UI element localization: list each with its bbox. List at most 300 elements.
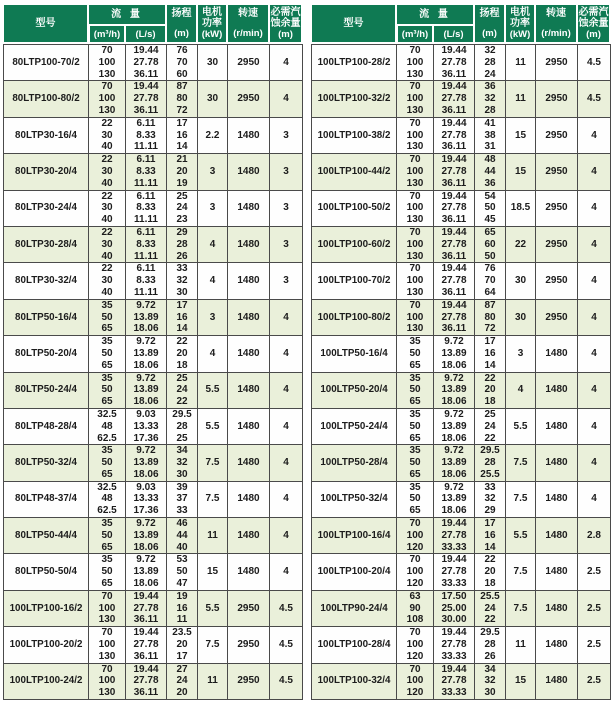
head-cell: 17: [475, 335, 506, 348]
flow-ls-cell: 8.33: [126, 275, 167, 287]
model-cell: 80LTP50-24/4: [3, 372, 89, 408]
npsh-cell: 4: [270, 517, 303, 553]
model-cell: 80LTP48-37/4: [3, 481, 89, 517]
head-cell: 24: [167, 384, 198, 396]
head-cell: 39: [167, 481, 198, 494]
pump-spec-table-left: [3, 4, 303, 700]
speed-cell: 1480: [228, 262, 270, 298]
speed-cell: 2950: [536, 190, 578, 226]
power-cell: 15: [506, 153, 536, 189]
speed-cell: 2950: [536, 226, 578, 262]
flow-ls-cell: 19.44: [434, 663, 475, 676]
head-cell: 14: [167, 141, 198, 153]
table-row: [311, 335, 611, 348]
flow-ls-cell: 19.44: [434, 80, 475, 93]
pump-spec-table-right: [311, 4, 611, 700]
flow-m3h-cell: 100: [397, 675, 434, 687]
head-cell: 18: [475, 578, 506, 590]
head-cell: 46: [167, 517, 198, 530]
speed-cell: 1480: [228, 553, 270, 589]
head-cell: 33: [167, 505, 198, 517]
model-cell: 100LTP100-20/2: [3, 626, 89, 662]
flow-m3h-cell: 100: [89, 57, 126, 69]
flow-m3h-cell: 100: [397, 130, 434, 142]
head-cell: 25.5: [475, 469, 506, 481]
flow-ls-cell: 18.06: [434, 360, 475, 372]
npsh-cell: 2.8: [578, 517, 611, 553]
power-label-1: 电机: [510, 7, 530, 18]
power-cell: 5.5: [506, 517, 536, 553]
speed-cell: 1480: [536, 590, 578, 626]
flow-m3h-cell: 32.5: [89, 481, 126, 494]
flow-m3h-cell: 30: [89, 239, 126, 251]
head-cell: 24: [475, 421, 506, 433]
flow-ls-cell: 8.33: [126, 166, 167, 178]
power-cell: 7.5: [506, 590, 536, 626]
flow-ls-cell: 33.33: [434, 687, 475, 699]
flow-ls-cell: 19.44: [434, 226, 475, 239]
flow-m3h-cell: 65: [89, 360, 126, 372]
table-row: [3, 226, 303, 239]
table-row: [3, 117, 303, 130]
npsh-cell: 4.5: [578, 44, 611, 80]
flow-m3h-cell: 50: [89, 530, 126, 542]
flow-ls-cell: 18.06: [434, 505, 475, 517]
npsh-unit: (m): [586, 29, 601, 40]
model-cell: 100LTP100-16/2: [3, 590, 89, 626]
npsh-cell: 2.5: [578, 626, 611, 662]
flow-ls-cell: 19.44: [126, 626, 167, 639]
npsh-cell: 4: [578, 444, 611, 480]
npsh-cell: 4: [578, 190, 611, 226]
flow-ls-cell: 19.44: [434, 153, 475, 166]
power-cell: 30: [506, 262, 536, 298]
col-header-model: 型号: [311, 4, 397, 44]
flow-m3h-cell: 40: [89, 141, 126, 153]
flow-ls-cell: 17.36: [126, 505, 167, 517]
model-cell: 100LTP100-60/2: [311, 226, 397, 262]
head-cell: 50: [475, 202, 506, 214]
model-cell: 100LTP100-20/4: [311, 553, 397, 589]
power-cell: 2.2: [198, 117, 228, 153]
flow-m3h-cell: 100: [397, 93, 434, 105]
flow-unit-ls: (L/s): [434, 26, 475, 44]
flow-ls-cell: 18.06: [126, 360, 167, 372]
flow-m3h-cell: 50: [397, 493, 434, 505]
flow-ls-cell: 13.33: [126, 421, 167, 433]
head-cell: 44: [475, 166, 506, 178]
power-cell: 3: [198, 190, 228, 226]
flow-ls-cell: 27.78: [434, 93, 475, 105]
flow-ls-cell: 18.06: [434, 396, 475, 408]
table-row: [311, 553, 611, 566]
npsh-cell: 4.5: [270, 626, 303, 662]
speed-cell: 2950: [536, 262, 578, 298]
flow-m3h-cell: 100: [397, 530, 434, 542]
flow-ls-cell: 36.11: [126, 687, 167, 699]
model-cell: 100LTP50-28/4: [311, 444, 397, 480]
flow-m3h-cell: 50: [89, 312, 126, 324]
speed-cell: 1480: [536, 408, 578, 444]
power-cell: 18.5: [506, 190, 536, 226]
head-cell: 32: [475, 93, 506, 105]
flow-m3h-cell: 70: [397, 190, 434, 203]
flow-m3h-cell: 130: [89, 614, 126, 626]
head-cell: 26: [475, 651, 506, 663]
power-cell: 3: [506, 335, 536, 371]
flow-m3h-cell: 50: [397, 348, 434, 360]
flow-m3h-cell: 70: [397, 80, 434, 93]
head-cell: 29.5: [167, 408, 198, 421]
table-row: [311, 626, 611, 639]
flow-ls-cell: 8.33: [126, 130, 167, 142]
flow-m3h-cell: 50: [397, 421, 434, 433]
power-cell: 7.5: [198, 626, 228, 662]
flow-m3h-cell: 30: [89, 130, 126, 142]
power-cell: 5.5: [506, 408, 536, 444]
head-cell: 40: [167, 542, 198, 554]
power-cell: 11: [198, 663, 228, 699]
power-unit: (kW): [201, 29, 223, 40]
npsh-cell: 3: [270, 153, 303, 189]
head-cell: 24: [475, 603, 506, 615]
flow-m3h-cell: 100: [397, 639, 434, 651]
flow-m3h-cell: 90: [397, 603, 434, 615]
flow-ls-cell: 13.89: [126, 348, 167, 360]
flow-m3h-cell: 130: [397, 141, 434, 153]
flow-ls-cell: 13.89: [434, 348, 475, 360]
head-cell: 60: [167, 69, 198, 81]
head-cell: 23: [167, 214, 198, 226]
speed-cell: 1480: [228, 408, 270, 444]
flow-ls-cell: 18.06: [126, 469, 167, 481]
flow-ls-cell: 19.44: [126, 663, 167, 676]
head-cell: 28: [475, 639, 506, 651]
table-row: [311, 226, 611, 239]
flow-ls-cell: 11.11: [126, 214, 167, 226]
flow-ls-cell: 36.11: [126, 614, 167, 626]
flow-m3h-cell: 70: [397, 299, 434, 312]
table-row: [3, 44, 303, 57]
flow-ls-cell: 19.44: [126, 80, 167, 93]
speed-unit: (r/min): [541, 28, 571, 39]
flow-ls-cell: 27.78: [434, 275, 475, 287]
flow-m3h-cell: 50: [397, 384, 434, 396]
flow-m3h-cell: 70: [397, 262, 434, 275]
flow-m3h-cell: 70: [89, 44, 126, 57]
head-cell: 20: [167, 348, 198, 360]
model-cell: 80LTP30-20/4: [3, 153, 89, 189]
flow-ls-cell: 36.11: [126, 69, 167, 81]
flow-m3h-cell: 130: [397, 178, 434, 190]
speed-label: 转速: [546, 8, 566, 19]
flow-m3h-cell: 65: [89, 396, 126, 408]
table-row: [311, 190, 611, 203]
npsh-cell: 4: [270, 372, 303, 408]
head-cell: 25: [475, 408, 506, 421]
npsh-cell: 4: [578, 299, 611, 335]
flow-m3h-cell: 50: [89, 457, 126, 469]
flow-ls-cell: 6.11: [126, 226, 167, 239]
table-header: [311, 4, 611, 44]
power-cell: 7.5: [198, 444, 228, 480]
col-header-flow: 流 量: [89, 4, 167, 26]
flow-m3h-cell: 130: [89, 105, 126, 117]
head-cell: 20: [167, 166, 198, 178]
flow-m3h-cell: 35: [89, 517, 126, 530]
table-row: [3, 626, 303, 639]
model-cell: 80LTP50-16/4: [3, 299, 89, 335]
power-cell: 7.5: [506, 553, 536, 589]
flow-ls-cell: 9.72: [126, 335, 167, 348]
flow-m3h-cell: 100: [397, 239, 434, 251]
npsh-cell: 4: [270, 80, 303, 116]
npsh-cell: 4: [578, 226, 611, 262]
head-cell: 17: [167, 299, 198, 312]
table-row: [3, 444, 303, 457]
flow-m3h-cell: 120: [397, 542, 434, 554]
model-cell: 100LTP100-70/2: [311, 262, 397, 298]
flow-m3h-cell: 65: [89, 578, 126, 590]
power-cell: 4: [506, 372, 536, 408]
npsh-cell: 4: [578, 262, 611, 298]
model-cell: 100LTP90-24/4: [311, 590, 397, 626]
power-cell: 11: [506, 626, 536, 662]
flow-m3h-cell: 50: [89, 384, 126, 396]
flow-ls-cell: 27.78: [434, 639, 475, 651]
npsh-label-1: 必需汽: [578, 7, 609, 18]
npsh-cell: 3: [270, 226, 303, 262]
speed-cell: 2950: [536, 44, 578, 80]
head-cell: 53: [167, 553, 198, 566]
head-cell: 80: [475, 312, 506, 324]
npsh-cell: 4: [270, 408, 303, 444]
flow-m3h-cell: 65: [397, 396, 434, 408]
head-cell: 64: [475, 287, 506, 299]
model-cell: 100LTP50-32/4: [311, 481, 397, 517]
speed-cell: 2950: [536, 153, 578, 189]
npsh-cell: 4.5: [270, 663, 303, 699]
speed-cell: 2950: [228, 80, 270, 116]
head-cell: 70: [475, 275, 506, 287]
flow-ls-cell: 19.44: [434, 553, 475, 566]
head-cell: 20: [475, 384, 506, 396]
head-cell: 45: [475, 214, 506, 226]
flow-ls-cell: 9.72: [126, 553, 167, 566]
flow-ls-cell: 19.44: [434, 262, 475, 275]
col-header-speed: [228, 4, 270, 44]
flow-m3h-cell: 120: [397, 578, 434, 590]
flow-unit-ls: (L/s): [126, 26, 167, 44]
flow-ls-cell: 19.44: [434, 299, 475, 312]
flow-m3h-cell: 100: [397, 202, 434, 214]
flow-m3h-cell: 65: [89, 469, 126, 481]
flow-ls-cell: 9.72: [434, 335, 475, 348]
npsh-label-2: 蚀余量: [270, 18, 301, 29]
speed-cell: 1480: [228, 444, 270, 480]
flow-m3h-cell: 70: [397, 517, 434, 530]
head-cell: 17: [167, 651, 198, 663]
head-cell: 70: [167, 57, 198, 69]
npsh-cell: 4: [578, 372, 611, 408]
flow-ls-cell: 9.03: [126, 481, 167, 494]
power-cell: 30: [198, 44, 228, 80]
head-cell: 47: [167, 578, 198, 590]
npsh-cell: 4: [270, 481, 303, 517]
power-cell: 4: [198, 262, 228, 298]
flow-ls-cell: 36.11: [126, 105, 167, 117]
flow-ls-cell: 36.11: [434, 287, 475, 299]
head-cell: 14: [475, 542, 506, 554]
table-row: [311, 590, 611, 603]
speed-cell: 1480: [228, 190, 270, 226]
flow-ls-cell: 33.33: [434, 578, 475, 590]
flow-m3h-cell: 30: [89, 202, 126, 214]
flow-ls-cell: 36.11: [126, 651, 167, 663]
flow-ls-cell: 13.89: [434, 384, 475, 396]
head-cell: 28: [475, 105, 506, 117]
head-cell: 24: [475, 69, 506, 81]
model-cell: 80LTP50-32/4: [3, 444, 89, 480]
col-header-power: [506, 4, 536, 44]
head-unit: (m): [482, 28, 497, 39]
model-cell: 80LTP30-32/4: [3, 262, 89, 298]
flow-m3h-cell: 40: [89, 214, 126, 226]
head-cell: 28: [475, 457, 506, 469]
flow-m3h-cell: 70: [397, 553, 434, 566]
flow-ls-cell: 13.89: [126, 312, 167, 324]
power-cell: 7.5: [198, 481, 228, 517]
col-header-model: 型号: [3, 4, 89, 44]
head-cell: 76: [475, 262, 506, 275]
npsh-cell: 4: [270, 444, 303, 480]
head-cell: 17: [167, 117, 198, 130]
flow-m3h-cell: 35: [89, 335, 126, 348]
flow-m3h-cell: 35: [89, 553, 126, 566]
flow-ls-cell: 36.11: [434, 251, 475, 263]
flow-ls-cell: 9.03: [126, 408, 167, 421]
head-cell: 60: [475, 239, 506, 251]
flow-ls-cell: 11.11: [126, 287, 167, 299]
power-cell: 4: [198, 335, 228, 371]
flow-ls-cell: 27.78: [434, 239, 475, 251]
flow-ls-cell: 19.44: [434, 190, 475, 203]
power-cell: 5.5: [198, 408, 228, 444]
flow-ls-cell: 6.11: [126, 190, 167, 203]
flow-m3h-cell: 100: [397, 566, 434, 578]
table-row: [3, 372, 303, 385]
table-row: [311, 80, 611, 93]
flow-ls-cell: 27.78: [434, 57, 475, 69]
flow-ls-cell: 19.44: [126, 44, 167, 57]
flow-m3h-cell: 70: [89, 626, 126, 639]
head-cell: 30: [475, 687, 506, 699]
npsh-label-2: 蚀余量: [578, 18, 609, 29]
flow-ls-cell: 9.72: [126, 517, 167, 530]
npsh-cell: 3: [270, 190, 303, 226]
table-row: [3, 80, 303, 93]
power-cell: 11: [198, 517, 228, 553]
power-cell: 11: [506, 44, 536, 80]
speed-cell: 2950: [228, 626, 270, 662]
head-cell: 34: [167, 444, 198, 457]
flow-m3h-cell: 120: [397, 651, 434, 663]
flow-m3h-cell: 100: [89, 675, 126, 687]
npsh-cell: 2.5: [578, 590, 611, 626]
head-cell: 32: [167, 275, 198, 287]
power-cell: 15: [198, 553, 228, 589]
speed-cell: 1480: [228, 372, 270, 408]
head-cell: 33: [475, 481, 506, 494]
table-row: [311, 44, 611, 57]
flow-m3h-cell: 70: [397, 226, 434, 239]
npsh-cell: 4: [578, 117, 611, 153]
table-row: [311, 117, 611, 130]
head-cell: 16: [475, 530, 506, 542]
head-unit: (m): [174, 28, 189, 39]
head-cell: 50: [167, 566, 198, 578]
flow-m3h-cell: 130: [397, 251, 434, 263]
head-cell: 21: [167, 153, 198, 166]
flow-ls-cell: 27.78: [434, 566, 475, 578]
flow-m3h-cell: 108: [397, 614, 434, 626]
flow-m3h-cell: 100: [397, 57, 434, 69]
flow-ls-cell: 27.78: [126, 93, 167, 105]
flow-m3h-cell: 48: [89, 421, 126, 433]
flow-ls-cell: 18.06: [126, 323, 167, 335]
speed-cell: 1480: [536, 372, 578, 408]
flow-ls-cell: 11.11: [126, 141, 167, 153]
head-cell: 32: [167, 457, 198, 469]
flow-m3h-cell: 65: [397, 360, 434, 372]
head-cell: 28: [167, 239, 198, 251]
power-label-2: 功率: [510, 18, 530, 29]
flow-ls-cell: 27.78: [126, 639, 167, 651]
head-cell: 20: [167, 687, 198, 699]
flow-m3h-cell: 70: [89, 663, 126, 676]
flow-m3h-cell: 48: [89, 493, 126, 505]
flow-ls-cell: 13.89: [434, 457, 475, 469]
power-cell: 5.5: [198, 372, 228, 408]
model-cell: 100LTP100-28/4: [311, 626, 397, 662]
head-cell: 87: [475, 299, 506, 312]
head-cell: 16: [167, 603, 198, 615]
power-cell: 22: [506, 226, 536, 262]
power-cell: 7.5: [506, 481, 536, 517]
head-cell: 28: [167, 421, 198, 433]
head-cell: 20: [475, 566, 506, 578]
head-cell: 28: [475, 57, 506, 69]
flow-m3h-cell: 130: [397, 287, 434, 299]
flow-ls-cell: 36.11: [434, 69, 475, 81]
flow-m3h-cell: 62.5: [89, 505, 126, 517]
flow-ls-cell: 8.33: [126, 239, 167, 251]
power-cell: 30: [506, 299, 536, 335]
head-cell: 22: [475, 614, 506, 626]
head-cell: 22: [167, 396, 198, 408]
model-cell: 100LTP100-16/4: [311, 517, 397, 553]
head-cell: 65: [475, 226, 506, 239]
flow-m3h-cell: 130: [89, 687, 126, 699]
head-cell: 76: [167, 44, 198, 57]
flow-m3h-cell: 100: [89, 93, 126, 105]
flow-ls-cell: 8.33: [126, 202, 167, 214]
head-cell: 29: [475, 505, 506, 517]
head-cell: 30: [167, 469, 198, 481]
speed-cell: 1480: [536, 481, 578, 517]
speed-cell: 1480: [536, 335, 578, 371]
head-cell: 33: [167, 262, 198, 275]
